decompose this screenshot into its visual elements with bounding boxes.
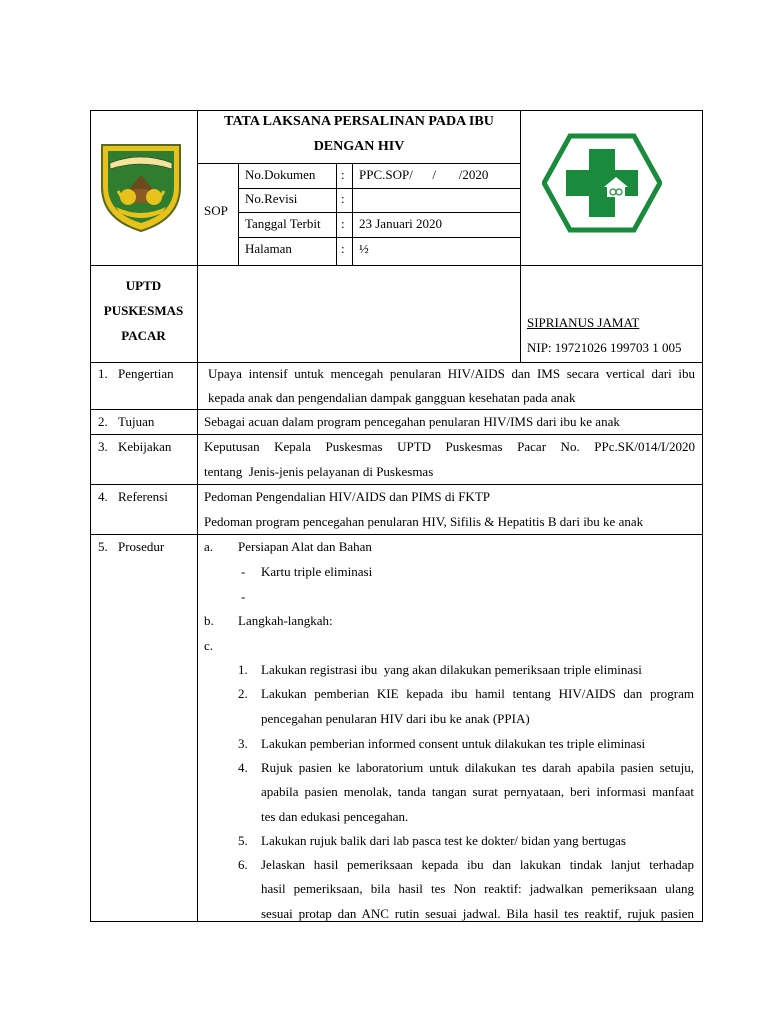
sep-col-left [336,163,337,266]
step-3-line1: Lakukan pemberian informed consent untuk dilakukan tes triple eliminasi [261,736,646,751]
regency-crest-logo [96,137,186,233]
step-2-line2: pencegahan penularan HIV dari ibu ke anak (PPIA) [261,711,530,726]
step-4-line3: tes dan edukasi pencegahan. [261,809,409,824]
section-number: 2. [98,414,108,429]
document-title-line1: TATA LAKSANA PERSALINAN PADA IBU [224,114,494,129]
row-divider-2 [238,212,521,213]
section-label-pengertian: Pengertian [118,366,174,381]
puskesmas-cross-logo [542,133,662,233]
row-divider-prosedur [90,534,703,535]
sop-col-divider [238,163,239,266]
row-divider-referensi [90,484,703,485]
field-label-no-dokumen: No.Dokumen [245,167,316,182]
org-name-line3: PACAR [121,328,166,343]
sep-col-right [352,163,353,266]
step-number: 3. [238,736,248,751]
kebijakan-text-line2: tentang Jenis-jenis pelayanan di Puskesmas [204,464,434,479]
row-divider-1 [238,188,521,189]
section-label-prosedur: Prosedur [118,539,165,554]
persiapan-heading: Persiapan Alat dan Bahan [238,539,372,554]
field-value-tanggal-terbit: 23 Januari 2020 [359,216,443,231]
field-sep: : [341,216,345,231]
org-name-line1: UPTD [125,278,162,293]
step-number: 6. [238,857,248,872]
field-value-halaman: ½ [359,241,369,256]
step-6-line3: sesuai protap dan ANC rutin sesuai jadwal. Bila hasil tes reaktif, rujuk pasien [261,906,694,921]
step-number: 4. [238,760,248,775]
sop-label: SOP [204,203,228,218]
row-divider-tujuan [90,409,703,410]
document-title-line2: DENGAN HIV [313,139,405,154]
row-divider-kebijakan [90,434,703,435]
step-2-line1: Lakukan pemberian KIE kepada ibu hamil tentang HIV/AIDS dan program [261,686,694,701]
field-label-tanggal-terbit: Tanggal Terbit [245,216,321,231]
field-sep: : [341,241,345,256]
kebijakan-text-line1: Keputusan Kepala Puskesmas UPTD Puskesmas Pacar No. PPc.SK/014/I/2020 [204,439,695,454]
field-value-no-dokumen: PPC.SOP/ / /2020 [359,167,489,182]
dash-marker: - [241,589,246,604]
field-label-halaman: Halaman [245,241,292,256]
referensi-text-line2: Pedoman program pencegahan penularan HIV, Sifilis & Hepatitis B dari ibu ke anak [204,514,644,529]
tujuan-text: Sebagai acuan dalam program pencegahan penularan HIV/IMS dari ibu ke anak [204,414,620,429]
step-number: 2. [238,686,248,701]
row-divider-3 [238,237,521,238]
table-border-right [702,110,703,922]
step-4-line2: apabila pasien menolak, tanda tangan surat pernyataan, beri informasi manfaat [261,784,694,799]
title-divider [197,163,521,164]
signer-nip: NIP: 19721026 199703 1 005 [527,340,682,355]
referensi-text-line1: Pedoman Pengendalian HIV/AIDS dan PIMS di FKTP [204,489,490,504]
step-number: 5. [238,833,248,848]
signer-name: SIPRIANUS JAMAT [527,315,640,330]
langkah-heading: Langkah-langkah: [238,613,333,628]
table-border-top [90,110,703,111]
body-col-divider [197,362,198,922]
table-border-left [90,110,91,922]
list-marker-a: a. [204,539,214,554]
row-divider-pengertian [90,362,703,363]
pengertian-text-line1: Upaya intensif untuk mencegah penularan HIV/AIDS dan IMS secara vertical dari ibu [208,366,695,381]
step-4-line1: Rujuk pasien ke laboratorium untuk dilakukan tes darah apabila pasien setuju, [261,760,694,775]
section-label-tujuan: Tujuan [118,414,155,429]
section-number: 4. [98,489,108,504]
section-number: 5. [98,539,108,554]
step-5-line1: Lakukan rujuk balik dari lab pasca test ke dokter/ bidan yang bertugas [261,833,626,848]
field-sep: : [341,167,345,182]
list-marker-b: b. [204,613,214,628]
dash-marker: - [241,564,246,579]
pengertian-text-line2: kepada anak dan pengendalian dampak gangguan kesehatan pada anak [208,390,576,405]
header-divider [90,265,703,266]
section-label-kebijakan: Kebijakan [118,439,172,454]
section-number: 1. [98,366,108,381]
step-6-line2: hasil pemeriksaan, bila hasil tes Non reaktif: jadwalkan pemeriksaan ulang [261,881,694,896]
section-label-referensi: Referensi [118,489,168,504]
kartu-triple-eliminasi: Kartu triple eliminasi [261,564,373,579]
step-number: 1. [238,662,248,677]
field-label-no-revisi: No.Revisi [245,191,298,206]
org-name-line2: PUSKESMAS [103,303,184,318]
step-1-line1: Lakukan registrasi ibu yang akan dilakukan pemeriksaan triple eliminasi [261,662,642,677]
step-6-line1: Jelaskan hasil pemeriksaan kepada ibu dan lakukan tindak lanjut terhadap [261,857,694,872]
field-sep: : [341,191,345,206]
section-number: 3. [98,439,108,454]
list-marker-c: c. [204,638,214,653]
